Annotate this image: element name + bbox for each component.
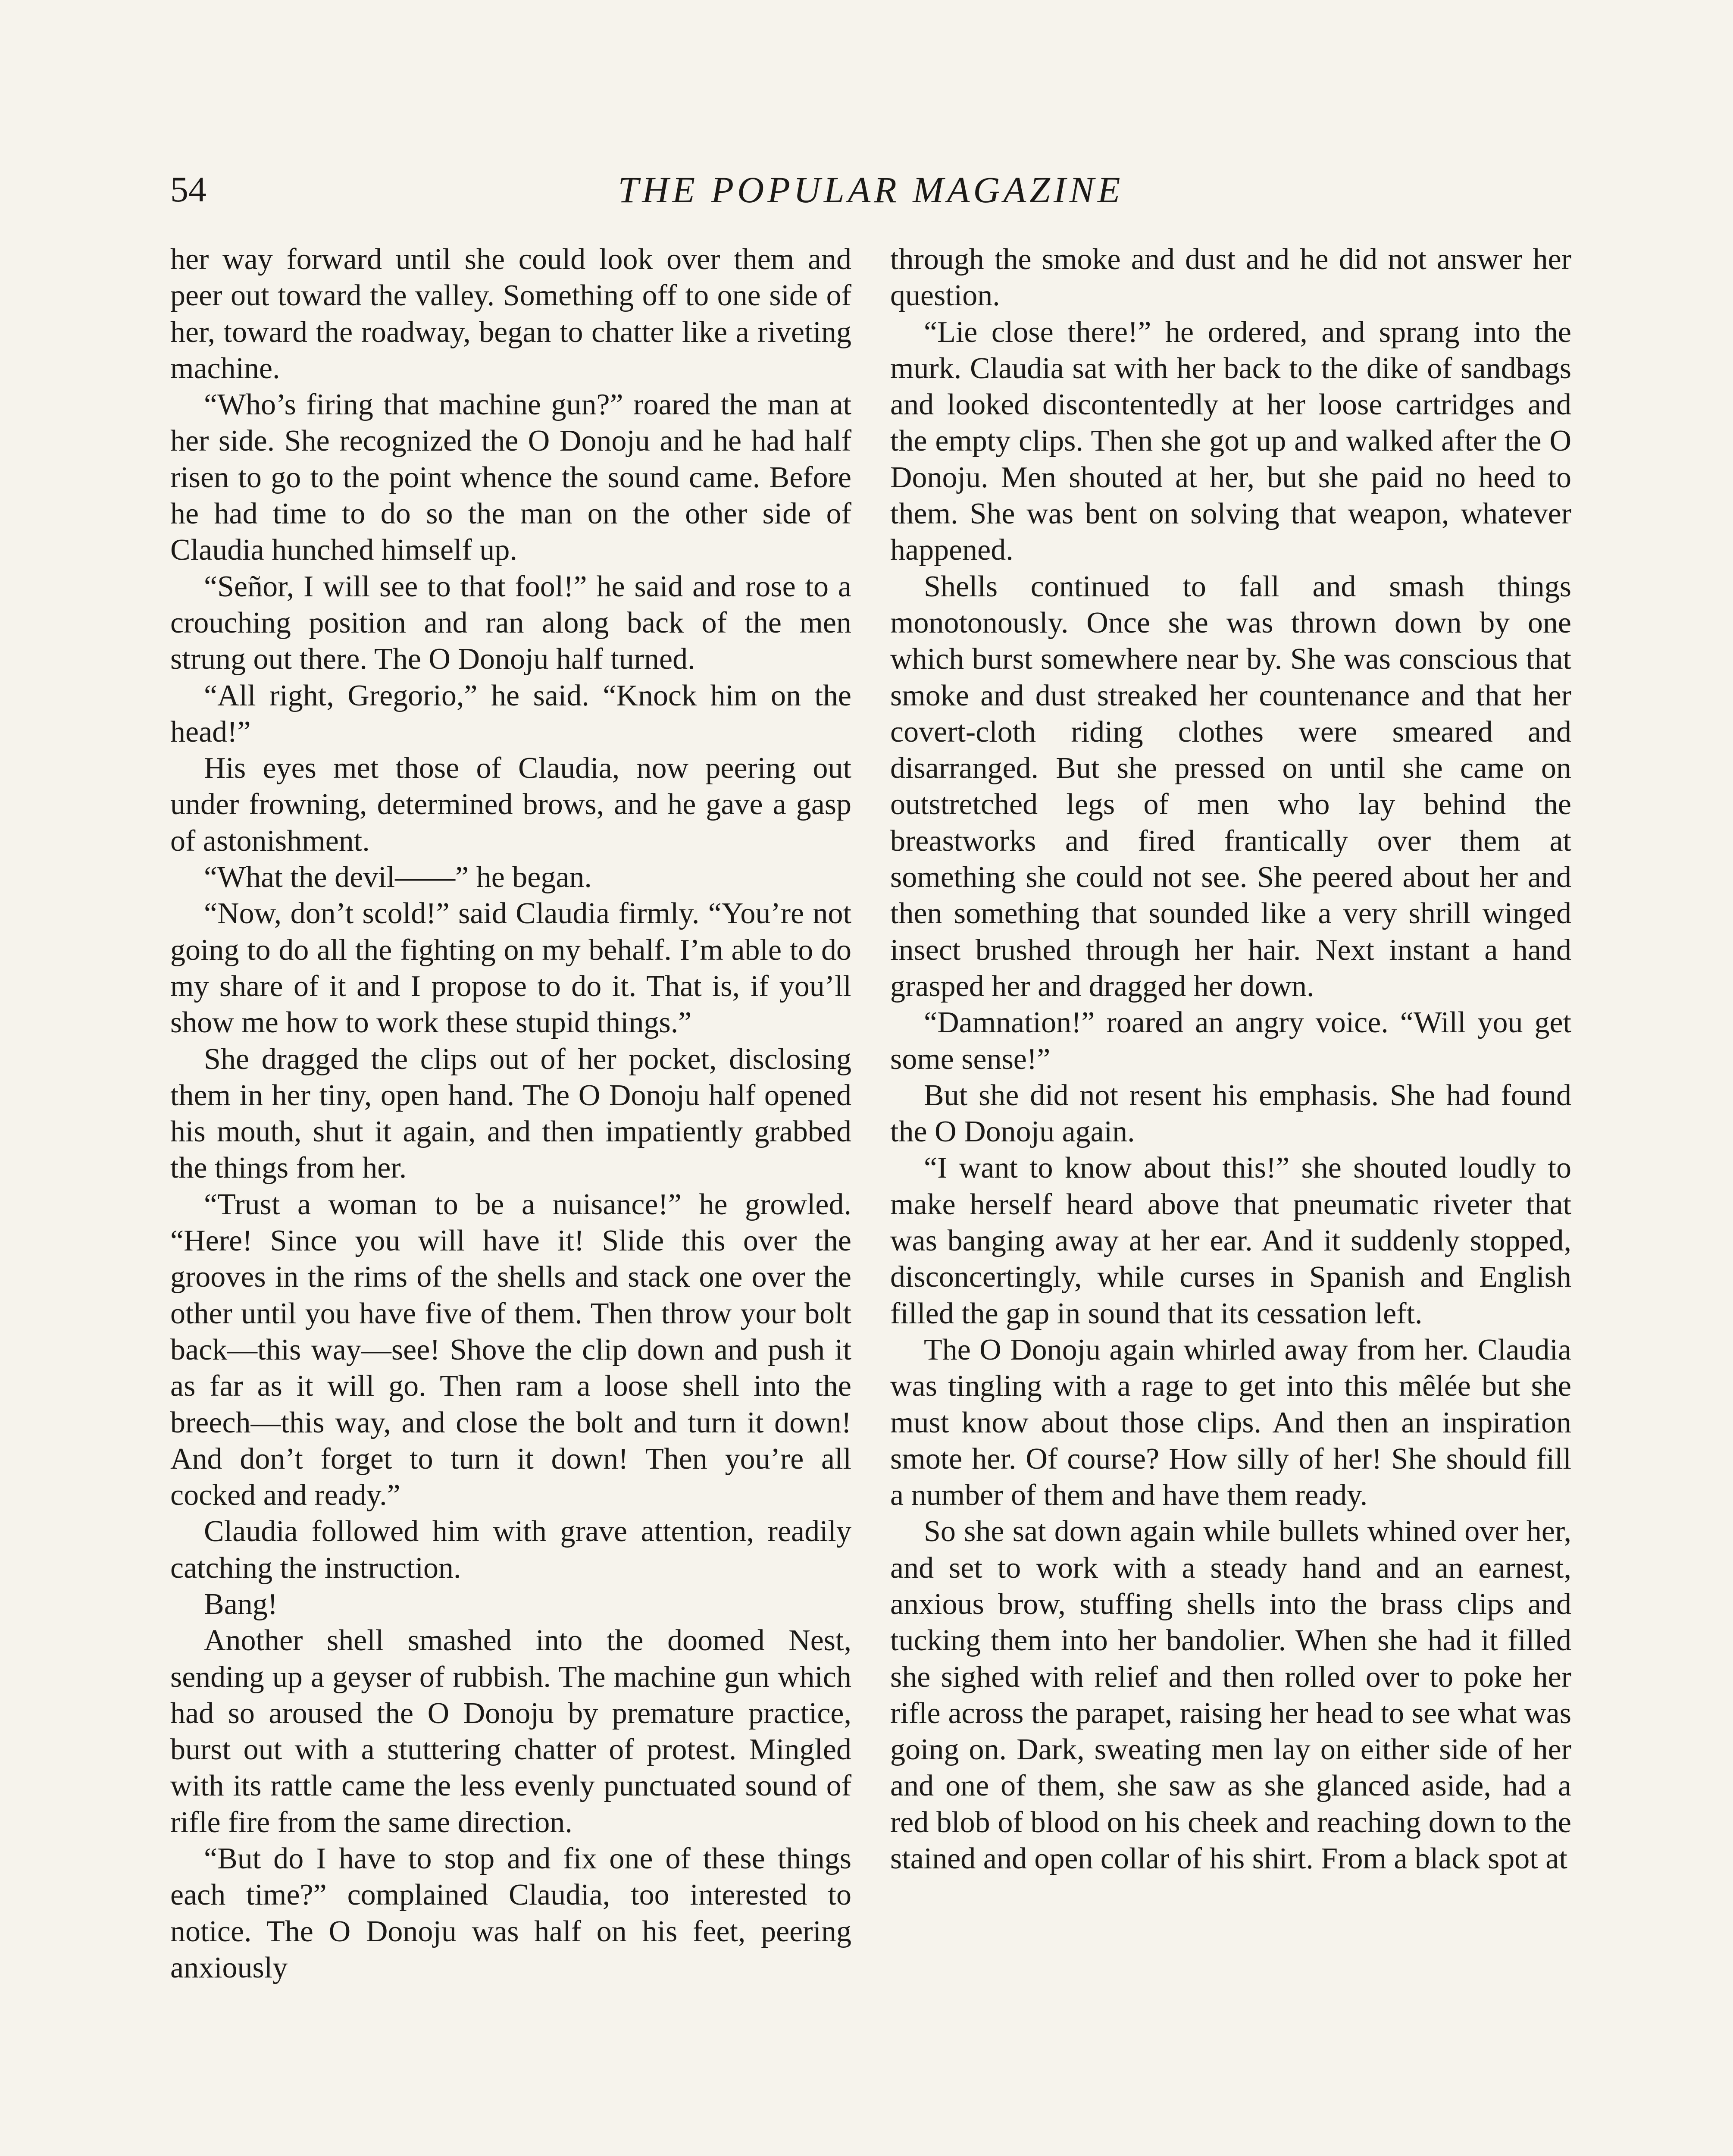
- paragraph: “Lie close there!” he ordered, and sprang into the murk. Claudia sat with her back to the dike of sandbags and looked discontentedly at her loose cartridges and the empty clips. Then she got up and walked after the O Donoju. Men shouted at her, but she paid no heed to them. She was bent on solving that weapon, whatever happened.: [890, 315, 1571, 567]
- right-column: [890, 241, 1571, 1877]
- paragraph: “I want to know about this!” she shouted loudly to make herself heard above that pneumatic riveter that was banging away at her ear. And it suddenly stopped, disconcertingly, while curses in Spanish and English filled the gap in sound that its cessation left.: [890, 1151, 1571, 1330]
- paragraph: her way forward until she could look over them and peer out toward the valley. Something off to one side of her, toward the roadway, began to chatter like a riveting machine.: [170, 243, 851, 385]
- paragraph: “Who’s firing that machine gun?” roared the man at her side. She recognized the O Donoju and he had half risen to go to the point whence the sound came. Before he had time to do so the man on the other side of Claudia hunched himself up.: [170, 388, 851, 567]
- paragraph: “All right, Gregorio,” he said. “Knock him on the head!”: [170, 679, 851, 749]
- paragraph: His eyes met those of Claudia, now peering out under frowning, determined brows, and he gave a gasp of astonishment.: [170, 752, 851, 858]
- paragraph: Bang!: [204, 1587, 278, 1621]
- paragraph: But she did not resent his emphasis. She had found the O Donoju again.: [890, 1078, 1571, 1149]
- paragraph: “Señor, I will see to that fool!” he said and rose to a crouching position and ran along back of the men strung out there. The O Donoju half turned.: [170, 570, 851, 676]
- paragraph: Another shell smashed into the doomed Nest, sending up a geyser of rubbish. The machine gun which had so aroused the O Donoju by premature practice, burst out with a stuttering chatter of protest. Mingled with its rattle came the less evenly punctuated sound of rifle fire from the same direction.: [170, 1624, 851, 1839]
- paragraph: The O Donoju again whirled away from her. Claudia was tingling with a rage to get into this mêlée but she must know about those clips. And then an inspiration smote her. Of course? How silly of her! She should fill a number of them and have them ready.: [890, 1333, 1571, 1512]
- left-column: [170, 241, 851, 1986]
- paragraph: Shells continued to fall and smash things monotonously. Once she was thrown down by one which burst somewhere near by. She was conscious that smoke and dust streaked her countenance and that her covert-cloth riding clothes were smeared and disarranged. But she pressed on until she came on outstretched legs of men who lay behind the breastworks and fired frantically over them at something she could not see. She peered about her and then something that sounded like a very shrill winged insect brushed through her hair. Next instant a hand grasped her and dragged her down.: [890, 570, 1571, 1003]
- page-header: [170, 164, 1571, 220]
- paragraph: Claudia followed him with grave attention, readily catching the instruction.: [170, 1515, 851, 1585]
- paragraph: So she sat down again while bullets whined over her, and set to work with a steady hand and an earnest, anxious brow, stuffing shells into the brass clips and tucking them into her bandolier. When she had it filled she sighed with relief and then rolled over to poke her rifle across the parapet, raising her head to see what was going on. Dark, sweating men lay on either side of her and one of them, she saw as she glanced aside, had a red blob of blood on his cheek and reaching down to the stained and open collar of his shirt. From a black spot at: [890, 1515, 1571, 1876]
- paragraph: “Damnation!” roared an angry voice. “Will you get some sense!”: [890, 1006, 1571, 1076]
- running-title: THE POPULAR MAGAZINE: [618, 169, 1124, 210]
- page-number: 54: [170, 169, 206, 210]
- paragraph: She dragged the clips out of her pocket, disclosing them in her tiny, open hand. The O Donoju half opened his mouth, shut it again, and then impatiently grabbed the things from her.: [170, 1042, 851, 1185]
- paragraph: “Trust a woman to be a nuisance!” he growled. “Here! Since you will have it! Slide this over the grooves in the rims of the shells and stack one over the other until you have five of them. Then throw your bolt back—this way—see! Shove the clip down and push it as far as it will go. Then ram a loose shell into the breech—this way, and close the bolt and turn it down! And don’t forget to turn it down! Then you’re all cocked and ready.”: [170, 1188, 851, 1512]
- paragraph: “Now, don’t scold!” said Claudia firmly. “You’re not going to do all the fighting on my behalf. I’m able to do my share of it and I propose to do it. That is, if you’ll show me how to work these stupid things.”: [170, 897, 851, 1040]
- paragraph: “But do I have to stop and fix one of these things each time?” complained Claudia, too interested to notice. The O Donoju was half on his feet, peering anxiously: [170, 1842, 851, 1984]
- paragraph: “What the devil——” he began.: [204, 861, 592, 894]
- paragraph: through the smoke and dust and he did not answer her question.: [890, 243, 1571, 313]
